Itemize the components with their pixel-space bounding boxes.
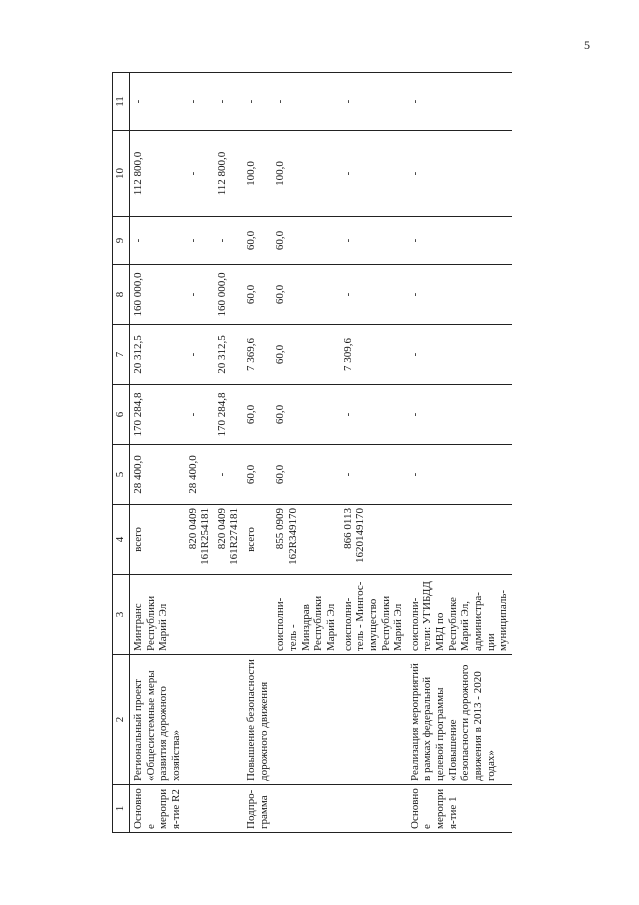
activity-name-cell (340, 655, 407, 785)
col-number: 4 (113, 505, 130, 575)
value-cell: - (185, 265, 214, 325)
value-cell: 60,0 (272, 385, 339, 445)
value-cell: - (340, 385, 407, 445)
value-cell: 112 800,0 (130, 131, 185, 217)
activity-name-cell: Повышение безопасности дорожного движения (243, 655, 272, 785)
value-cell: - (185, 73, 214, 131)
value-cell: - (407, 73, 512, 131)
rotated-table-wrapper (112, 73, 510, 833)
value-cell: 28 400,0 (130, 445, 185, 505)
budget-code-cell (407, 505, 512, 575)
activity-name-cell: Реализация мероприятий в рамках федеральной целевой программы «Повышение безопасности дорожного движения в 2013 - 2020 годах» (407, 655, 512, 785)
budget-code-cell: 820 0409 161R254181 (185, 505, 214, 575)
value-cell: 60,0 (272, 445, 339, 505)
value-cell: - (407, 445, 512, 505)
executor-cell (243, 575, 272, 655)
value-cell: 160 000,0 (130, 265, 185, 325)
col-number: 9 (113, 217, 130, 265)
table-row (272, 73, 339, 833)
value-cell: - (407, 385, 512, 445)
activity-type-cell: Основное мероприя-тие R2 (130, 785, 185, 833)
col-number: 3 (113, 575, 130, 655)
value-cell: - (407, 217, 512, 265)
value-cell: - (130, 73, 185, 131)
executor-cell: соисполни-тель - Мингос-имущество Республики Марий Эл (340, 575, 407, 655)
value-cell: 100,0 (272, 131, 339, 217)
col-number: 7 (113, 325, 130, 385)
value-cell: 60,0 (243, 445, 272, 505)
value-cell: 112 800,0 (214, 131, 243, 217)
activity-type-cell (272, 785, 339, 833)
activity-type-cell: Основное мероприя-тие 1 (407, 785, 512, 833)
activity-name-cell (272, 655, 339, 785)
value-cell: - (185, 385, 214, 445)
budget-code-cell: всего (243, 505, 272, 575)
budget-table (112, 72, 512, 833)
value-cell: - (340, 445, 407, 505)
value-cell: 60,0 (243, 217, 272, 265)
col-number: 2 (113, 655, 130, 785)
col-number: 10 (113, 131, 130, 217)
value-cell: - (185, 325, 214, 385)
col-number: 6 (113, 385, 130, 445)
value-cell: - (407, 265, 512, 325)
activity-name-cell: Региональный проект «Общесистемные меры развития дорожного хозяйства» (130, 655, 185, 785)
table-row (340, 73, 407, 833)
value-cell: 160 000,0 (214, 265, 243, 325)
table-row (243, 73, 272, 833)
executor-cell: соисполни-тель - Минздрав Республики Марий Эл (272, 575, 339, 655)
value-cell: - (340, 265, 407, 325)
col-number: 5 (113, 445, 130, 505)
budget-code-cell: 820 0409 161R274181 (214, 505, 243, 575)
value-cell: - (243, 73, 272, 131)
executor-cell: Минтранс Республики Марий Эл (130, 575, 185, 655)
value-cell: 7 369,6 (243, 325, 272, 385)
value-cell: 60,0 (272, 217, 339, 265)
table-row (185, 73, 214, 833)
value-cell: 7 309,6 (340, 325, 407, 385)
value-cell: 20 312,5 (214, 325, 243, 385)
table-row (407, 73, 512, 833)
col-number: 11 (113, 73, 130, 131)
value-cell: 60,0 (243, 265, 272, 325)
value-cell: - (214, 73, 243, 131)
activity-type-cell: Подпро-грамма (243, 785, 272, 833)
activity-name-cell (214, 655, 243, 785)
activity-type-cell (340, 785, 407, 833)
value-cell: 28 400,0 (185, 445, 214, 505)
value-cell: - (340, 131, 407, 217)
activity-name-cell (185, 655, 214, 785)
value-cell: - (407, 131, 512, 217)
executor-cell: соисполни-тели: УГИБДД МВД по Республике Марий Эл, администра-ции муниципаль- (407, 575, 512, 655)
budget-code-cell: всего (130, 505, 185, 575)
value-cell: 170 284,8 (214, 385, 243, 445)
value-cell: 100,0 (243, 131, 272, 217)
value-cell: 20 312,5 (130, 325, 185, 385)
value-cell: - (407, 325, 512, 385)
col-number: 8 (113, 265, 130, 325)
value-cell: - (185, 217, 214, 265)
executor-cell (214, 575, 243, 655)
column-number-row (113, 73, 130, 833)
value-cell: 170 284,8 (130, 385, 185, 445)
table-row (214, 73, 243, 833)
value-cell: - (214, 445, 243, 505)
budget-code-cell: 855 0909 162R349170 (272, 505, 339, 575)
value-cell: 60,0 (243, 385, 272, 445)
col-number: 1 (113, 785, 130, 833)
table-row (130, 73, 185, 833)
executor-cell (185, 575, 214, 655)
budget-code-cell: 866 0113 1620149170 (340, 505, 407, 575)
value-cell: 60,0 (272, 265, 339, 325)
value-cell: - (340, 73, 407, 131)
value-cell: - (272, 73, 339, 131)
value-cell: 60,0 (272, 325, 339, 385)
value-cell: - (130, 217, 185, 265)
activity-type-cell (214, 785, 243, 833)
value-cell: - (340, 217, 407, 265)
value-cell: - (214, 217, 243, 265)
activity-type-cell (185, 785, 214, 833)
page-number: 5 (584, 38, 590, 52)
value-cell: - (185, 131, 214, 217)
